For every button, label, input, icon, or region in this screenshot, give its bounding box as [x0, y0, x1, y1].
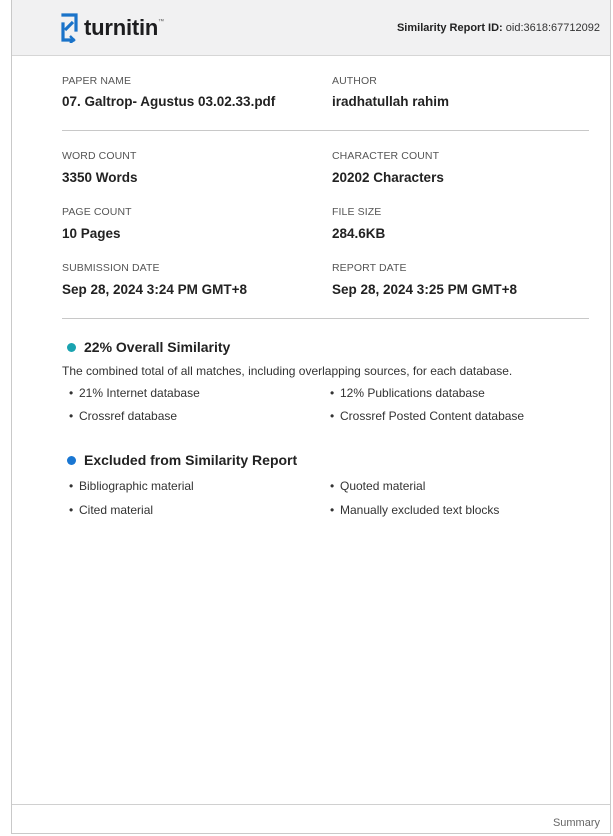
word-count-value: 3350 Words	[62, 170, 138, 185]
excluded-heading	[67, 452, 297, 468]
divider-middle	[62, 318, 589, 319]
report-header	[12, 0, 610, 56]
report-page	[11, 0, 611, 834]
similarity-item: • Crossref Posted Content database	[330, 409, 524, 423]
similarity-description: The combined total of all matches, including overlapping sources, for each database.	[62, 364, 513, 378]
footer-divider	[12, 804, 610, 805]
file-size-label: FILE SIZE	[332, 206, 382, 218]
overall-similarity-heading	[67, 339, 230, 355]
footer-summary-label: Summary	[552, 817, 600, 829]
author-label: AUTHOR	[332, 75, 377, 87]
similarity-item: • 12% Publications database	[330, 386, 485, 400]
page-count-value: 10 Pages	[62, 226, 121, 241]
divider-top	[62, 130, 589, 131]
paper-name-label: PAPER NAME	[62, 75, 132, 87]
file-size-value: 284.6KB	[332, 226, 386, 241]
excluded-item: • Cited material	[69, 503, 153, 517]
similarity-item: • Crossref database	[69, 409, 177, 423]
report-id-label: Similarity Report ID:	[396, 22, 503, 34]
submission-date-label: SUBMISSION DATE	[62, 262, 160, 274]
character-count-label: CHARACTER COUNT	[332, 150, 440, 162]
excluded-item: • Manually excluded text blocks	[330, 503, 499, 517]
excluded-item: • Bibliographic material	[69, 479, 194, 493]
page-count-label: PAGE COUNT	[62, 206, 132, 218]
report-date-value: Sep 28, 2024 3:25 PM GMT+8	[332, 282, 517, 297]
report-id-value: oid:3618:67712092	[505, 22, 600, 34]
excluded-title: Excluded from Similarity Report	[84, 452, 298, 468]
excluded-dot-icon	[67, 456, 76, 465]
report-date-label: REPORT DATE	[332, 262, 407, 274]
turnitin-logo: turnitin ™	[60, 12, 164, 44]
brand-name: turnitin	[84, 15, 159, 40]
character-count-value: 20202 Characters	[332, 170, 444, 185]
paper-name-value: 07. Galtrop- Agustus 03.02.33.pdf	[62, 94, 276, 109]
overall-similarity-title: 22% Overall Similarity	[84, 339, 231, 355]
similarity-report-id	[397, 22, 600, 34]
submission-date-value: Sep 28, 2024 3:24 PM GMT+8	[62, 282, 247, 297]
author-value: iradhatullah rahim	[332, 94, 450, 109]
word-count-label: WORD COUNT	[62, 150, 137, 162]
similarity-item: • 21% Internet database	[69, 386, 200, 400]
excluded-item: • Quoted material	[330, 479, 425, 493]
turnitin-mark-icon	[60, 13, 80, 43]
similarity-dot-icon	[67, 343, 76, 352]
